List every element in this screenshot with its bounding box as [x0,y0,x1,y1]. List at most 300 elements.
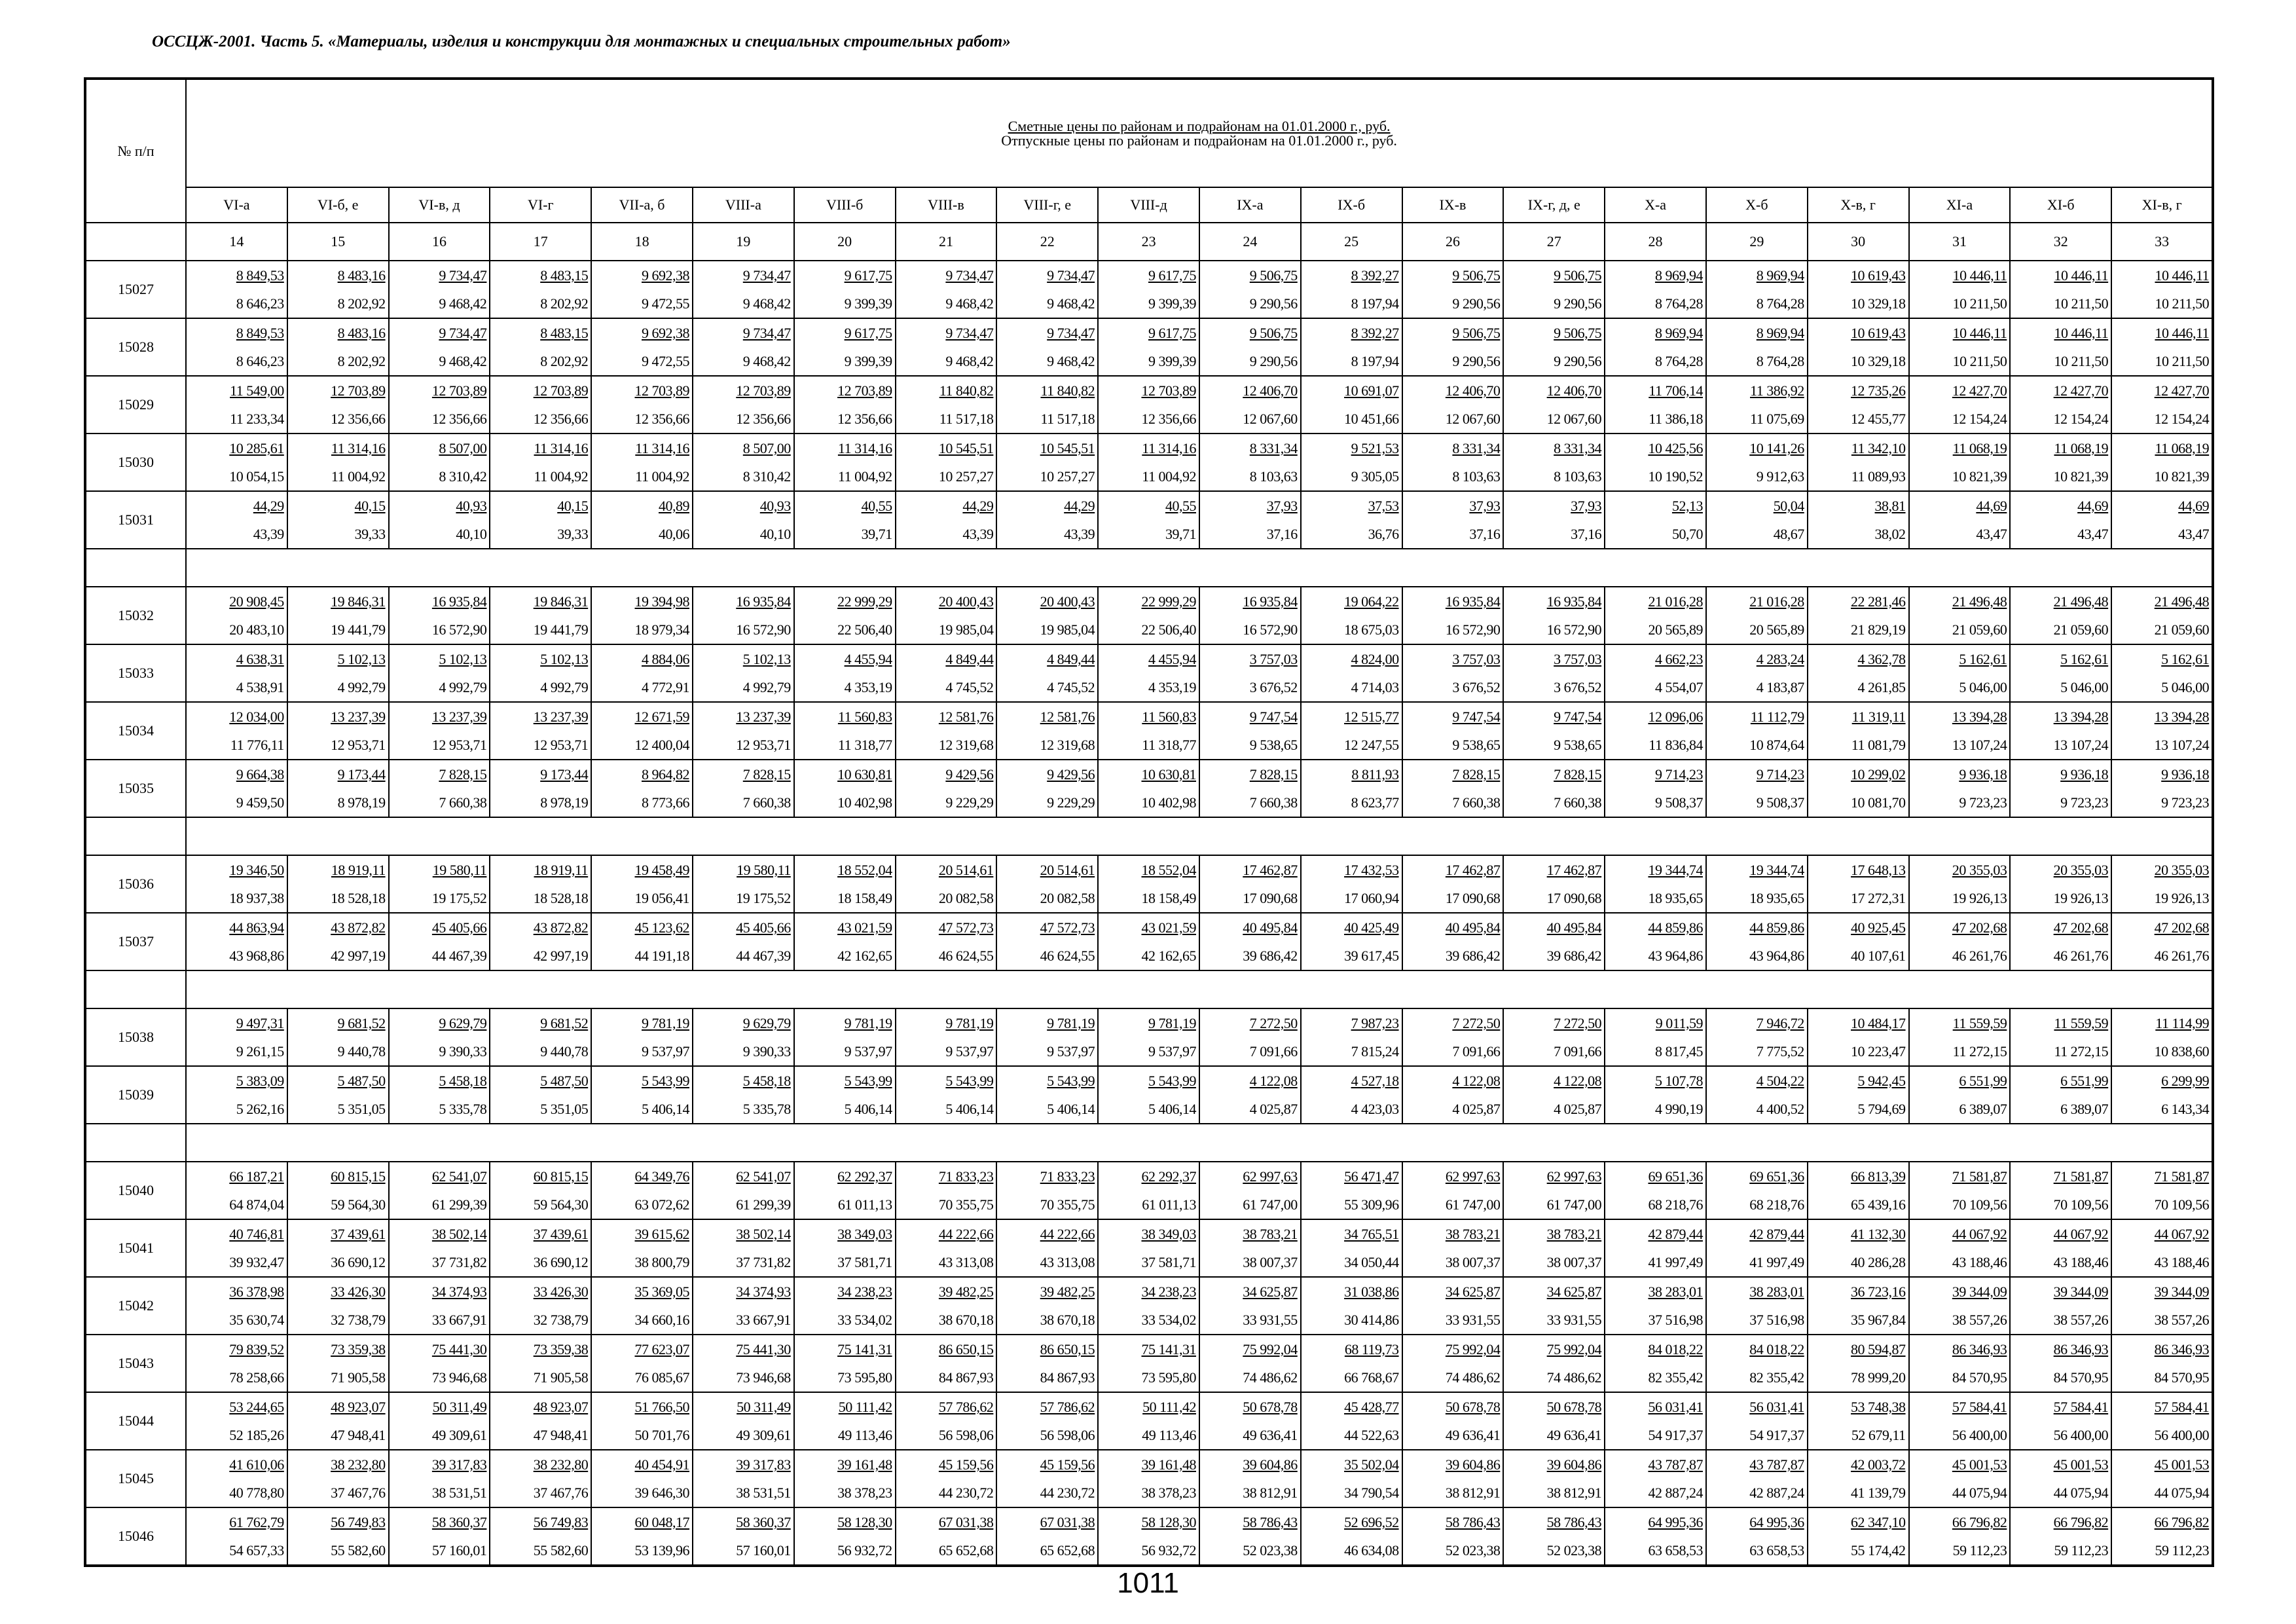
table-row [85,702,2213,760]
price-cell [1605,855,1706,913]
wholesale-price: 11 776,11 [230,737,284,753]
wholesale-price: 39 686,42 [1445,948,1501,964]
price-cell [1098,491,1199,549]
wholesale-price: 9 537,97 [844,1043,892,1060]
wholesale-price: 21 059,60 [2154,621,2210,638]
price-cell [896,1450,997,1507]
item-code: 15037 [85,913,186,970]
estimate-price: 17 462,87 [1243,862,1298,878]
price-cell [1605,644,1706,702]
price-cell [186,1008,287,1066]
wholesale-price: 73 946,68 [736,1369,791,1386]
price-cell [896,1392,997,1450]
price-cell [2111,1450,2213,1507]
estimate-price: 9 747,54 [1452,709,1501,725]
price-cell [1098,644,1199,702]
estimate-price: 39 615,62 [634,1226,689,1242]
table-row [85,587,2213,644]
wholesale-price: 4 992,79 [439,679,487,695]
estimate-price: 5 458,18 [742,1073,791,1089]
price-cell [996,491,1098,549]
estimate-price: 47 202,68 [2053,919,2109,936]
table-title [186,79,2213,187]
wholesale-price: 84 867,93 [1040,1369,1095,1386]
price-cell [1098,855,1199,913]
wholesale-price: 6 143,34 [2161,1101,2210,1117]
price-cell [1301,318,1402,376]
wholesale-price: 49 636,41 [1243,1427,1298,1443]
price-cell [287,261,389,318]
price-cell [996,318,1098,376]
price-cell [389,1277,490,1335]
price-cell [1503,1507,1605,1566]
separator-cell [186,549,2213,587]
estimate-price: 64 349,76 [634,1168,689,1185]
estimate-price: 18 552,04 [837,862,892,878]
column-number: 28 [1605,223,1706,261]
estimate-price: 9 781,19 [844,1015,892,1031]
wholesale-price: 68 218,76 [1749,1196,1804,1213]
wholesale-price: 41 139,79 [1851,1485,1906,1501]
price-cell [1706,261,1808,318]
price-cell [1706,1066,1808,1124]
price-cell [996,1277,1098,1335]
price-cell [287,376,389,434]
wholesale-price: 7 660,38 [439,794,487,811]
wholesale-price: 66 768,67 [1344,1369,1399,1386]
price-cell [996,913,1098,970]
wholesale-price: 84 570,95 [2154,1369,2210,1386]
price-cell [1909,1507,2011,1566]
price-cell [896,1219,997,1277]
price-cell [389,261,490,318]
column-number: 15 [287,223,389,261]
price-cell [389,1450,490,1507]
estimate-price: 13 394,28 [2154,709,2210,725]
estimate-price: 57 584,41 [1952,1399,2007,1415]
estimate-price: 9 734,47 [945,267,994,284]
wholesale-price: 9 390,33 [439,1043,487,1060]
price-cell [591,1450,693,1507]
estimate-price: 11 314,16 [635,440,689,456]
estimate-price: 34 238,23 [1141,1283,1196,1300]
wholesale-price: 9 472,55 [641,353,689,369]
price-cell [389,1008,490,1066]
wholesale-price: 55 582,60 [533,1542,589,1559]
estimate-price: 8 849,53 [236,325,284,341]
price-cell [1301,1008,1402,1066]
price-cell [287,491,389,549]
price-cell [287,1162,389,1219]
estimate-price: 9 506,75 [1554,325,1602,341]
estimate-price: 6 551,99 [2060,1073,2109,1089]
estimate-price: 11 068,19 [2155,440,2210,456]
group-separator-row [85,549,2213,587]
price-cell [1808,491,1909,549]
price-cell [1402,587,1504,644]
price-cell [1301,855,1402,913]
estimate-price: 11 314,16 [837,440,892,456]
estimate-price: 50 111,42 [1142,1399,1196,1415]
price-cell [591,1066,693,1124]
price-cell [1503,491,1605,549]
wholesale-price: 59 112,23 [1952,1542,2007,1559]
estimate-price: 9 692,38 [641,325,689,341]
wholesale-price: 12 455,77 [1851,411,1906,427]
wholesale-price: 19 985,04 [938,621,994,638]
wholesale-price: 43 964,86 [1749,948,1804,964]
wholesale-price: 59 564,30 [533,1196,589,1213]
wholesale-price: 40,06 [658,526,689,542]
price-cell [693,1066,794,1124]
item-code: 15032 [85,587,186,644]
wholesale-price: 10 402,98 [837,794,892,811]
estimate-price: 45 405,66 [431,919,487,936]
estimate-price: 20 514,61 [1040,862,1095,878]
estimate-price: 11 840,82 [939,382,994,399]
wholesale-price: 5 794,69 [1857,1101,1906,1117]
wholesale-price: 5 046,00 [1959,679,2007,695]
column-number: 23 [1098,223,1199,261]
price-cell [490,491,591,549]
price-cell [591,318,693,376]
estimate-price: 39 317,83 [431,1456,487,1473]
price-cell [186,376,287,434]
price-cell [287,1008,389,1066]
estimate-price: 58 786,43 [1546,1514,1602,1530]
wholesale-price: 4 025,87 [1452,1101,1501,1117]
wholesale-price: 12 953,71 [431,737,487,753]
price-cell [2010,1335,2111,1392]
estimate-price: 9 681,52 [337,1015,386,1031]
estimate-price: 11 314,16 [331,440,386,456]
estimate-price: 75 992,04 [1445,1341,1501,1357]
price-cell [490,855,591,913]
price-cell [186,1450,287,1507]
wholesale-price: 18 979,34 [634,621,689,638]
wholesale-price: 18 937,38 [229,890,284,906]
estimate-price: 13 394,28 [1952,709,2007,725]
wholesale-price: 11 318,77 [1142,737,1196,753]
estimate-price: 12 427,70 [2053,382,2109,399]
wholesale-price: 8 202,92 [337,295,386,312]
wholesale-price: 16 572,90 [1243,621,1298,638]
wholesale-price: 54 657,33 [229,1542,284,1559]
estimate-price: 66 796,82 [2053,1514,2109,1530]
price-cell [1098,1277,1199,1335]
estimate-price: 10 285,61 [229,440,284,456]
price-cell [1503,1066,1605,1124]
wholesale-price: 55 174,42 [1851,1542,1906,1559]
estimate-price: 9 734,47 [439,325,487,341]
price-cell [896,491,997,549]
price-cell [1808,644,1909,702]
estimate-price: 38 232,80 [533,1456,589,1473]
price-cell [287,1392,389,1450]
estimate-price: 8 483,16 [337,267,386,284]
wholesale-price: 61 011,13 [1142,1196,1196,1213]
wholesale-price: 21 829,19 [1851,621,1906,638]
wholesale-price: 41 997,49 [1749,1254,1804,1270]
price-cell [1605,1219,1706,1277]
price-cell [591,760,693,817]
item-code: 15041 [85,1219,186,1277]
price-cell [389,1219,490,1277]
wholesale-price: 9 912,63 [1756,468,1804,485]
estimate-price: 9 781,19 [1047,1015,1095,1031]
wholesale-price: 38 557,26 [1952,1312,2007,1328]
item-code: 15033 [85,644,186,702]
price-cell [389,760,490,817]
estimate-price: 18 919,11 [331,862,386,878]
estimate-price: 11 314,16 [534,440,589,456]
estimate-price: 9 629,79 [742,1015,791,1031]
estimate-price: 9 681,52 [540,1015,589,1031]
estimate-price: 11 068,19 [1952,440,2007,456]
estimate-price: 4 122,08 [1452,1073,1501,1089]
wholesale-price: 8 197,94 [1351,353,1399,369]
wholesale-price: 43,39 [253,526,284,542]
price-cell [2111,491,2213,549]
price-cell [186,1507,287,1566]
price-cell [186,318,287,376]
wholesale-price: 20 483,10 [229,621,284,638]
estimate-price: 7 828,15 [742,766,791,783]
wholesale-price: 4 554,07 [1654,679,1703,695]
price-cell [1909,1219,2011,1277]
estimate-price: 62 292,37 [837,1168,892,1185]
estimate-price: 34 625,87 [1546,1283,1602,1300]
wholesale-price: 38 531,51 [431,1485,487,1501]
estimate-price: 37,53 [1368,498,1399,514]
estimate-price: 41 132,30 [1851,1226,1906,1242]
estimate-price: 44,29 [1064,498,1095,514]
wholesale-price: 44 467,39 [431,948,487,964]
estimate-price: 34 374,93 [736,1283,791,1300]
wholesale-price: 8 978,19 [337,794,386,811]
price-cell [1808,261,1909,318]
price-cell [2010,1450,2111,1507]
estimate-price: 10 446,11 [2155,325,2210,341]
price-cell [1199,1162,1301,1219]
estimate-price: 10 299,02 [1851,766,1906,783]
wholesale-price: 43 188,46 [2154,1254,2210,1270]
price-cell [794,491,896,549]
price-cell [389,644,490,702]
item-code: 15027 [85,261,186,318]
price-cell [2111,1219,2213,1277]
wholesale-price: 4 745,52 [1047,679,1095,695]
wholesale-price: 56 400,00 [2053,1427,2109,1443]
wholesale-price: 9 508,37 [1756,794,1804,811]
price-cell [1706,1507,1808,1566]
estimate-price: 8 811,93 [1351,766,1399,783]
estimate-price: 5 487,50 [540,1073,589,1089]
wholesale-price: 33 931,55 [1546,1312,1602,1328]
wholesale-price: 8 646,23 [236,295,284,312]
estimate-price: 33 426,30 [533,1283,589,1300]
wholesale-price: 84 867,93 [938,1369,994,1386]
estimate-price: 19 344,74 [1749,862,1804,878]
estimate-price: 12 515,77 [1344,709,1399,725]
wholesale-price: 33 534,02 [1141,1312,1196,1328]
estimate-price: 50 678,78 [1243,1399,1298,1415]
price-cell [1909,491,2011,549]
price-cell [1808,376,1909,434]
price-cell [1301,376,1402,434]
estimate-price: 47 572,73 [1040,919,1095,936]
price-cell [1503,913,1605,970]
price-cell [287,644,389,702]
estimate-price: 6 299,99 [2161,1073,2210,1089]
wholesale-price: 18 675,03 [1344,621,1399,638]
wholesale-price: 12 067,60 [1546,411,1602,427]
estimate-price: 13 237,39 [736,709,791,725]
estimate-price: 20 355,03 [1952,862,2007,878]
price-cell [996,760,1098,817]
wholesale-price: 11 004,92 [635,468,689,485]
price-cell [1503,1008,1605,1066]
estimate-price: 10 425,56 [1648,440,1703,456]
estimate-price: 21 016,28 [1648,593,1703,610]
wholesale-price: 37 581,71 [837,1254,892,1270]
estimate-price: 56 471,47 [1344,1168,1399,1185]
price-cell [1605,261,1706,318]
estimate-price: 10 619,43 [1851,267,1906,284]
wholesale-price: 8 764,28 [1654,295,1703,312]
wholesale-price: 17 090,68 [1243,890,1298,906]
wholesale-price: 82 355,42 [1648,1369,1703,1386]
price-cell [1808,434,1909,491]
price-cell [2111,1507,2213,1566]
estimate-price: 5 543,99 [1148,1073,1196,1089]
wholesale-price: 46 624,55 [938,948,994,964]
wholesale-price: 34 050,44 [1344,1254,1399,1270]
price-cell [1098,1219,1199,1277]
wholesale-price: 10 821,39 [2154,468,2210,485]
estimate-price: 69 651,36 [1648,1168,1703,1185]
wholesale-price: 56 932,72 [1141,1542,1196,1559]
wholesale-price: 10 081,70 [1851,794,1906,811]
price-cell [389,1507,490,1566]
estimate-price: 38 783,21 [1243,1226,1298,1242]
wholesale-price: 8 978,19 [540,794,589,811]
estimate-price: 8 507,00 [439,440,487,456]
estimate-price: 12 703,89 [1141,382,1196,399]
price-cell [389,376,490,434]
wholesale-price: 9 290,56 [1452,353,1501,369]
estimate-price: 12 034,00 [229,709,284,725]
estimate-price: 40 425,49 [1344,919,1399,936]
estimate-price: 69 651,36 [1749,1168,1804,1185]
price-cell [591,587,693,644]
region-header: X-а [1605,187,1706,223]
price-cell [1503,1219,1605,1277]
estimate-price: 34 625,87 [1243,1283,1298,1300]
region-header: XI-в, г [2111,187,2213,223]
wholesale-price: 36 690,12 [533,1254,589,1270]
estimate-price: 11 386,92 [1750,382,1804,399]
column-number: 22 [996,223,1098,261]
wholesale-price: 9 537,97 [945,1043,994,1060]
wholesale-price: 78 258,66 [229,1369,284,1386]
price-cell [1605,1392,1706,1450]
wholesale-price: 37 581,71 [1141,1254,1196,1270]
estimate-price: 5 102,13 [742,651,791,667]
wholesale-price: 11 318,77 [837,737,892,753]
wholesale-price: 46 624,55 [1040,948,1095,964]
price-cell [794,261,896,318]
region-header: VIII-д [1098,187,1199,223]
wholesale-price: 19 056,41 [634,890,689,906]
price-cell [186,1219,287,1277]
wholesale-price: 4 990,19 [1654,1101,1703,1117]
wholesale-price: 3 676,52 [1554,679,1602,695]
price-cell [1909,760,2011,817]
wholesale-price: 9 538,65 [1249,737,1298,753]
price-cell [490,434,591,491]
price-cell [693,855,794,913]
estimate-price: 9 734,47 [945,325,994,341]
estimate-price: 37,93 [1571,498,1602,514]
price-cell [1605,760,1706,817]
wholesale-price: 12 154,24 [1952,411,2007,427]
price-cell [1199,1277,1301,1335]
estimate-price: 19 394,98 [634,593,689,610]
wholesale-price: 9 290,56 [1249,353,1298,369]
estimate-price: 21 496,48 [2053,593,2109,610]
price-cell [287,1335,389,1392]
price-cell [591,1392,693,1450]
wholesale-price: 11 272,15 [2054,1043,2109,1060]
estimate-price: 50,04 [1773,498,1804,514]
table-row [85,1219,2213,1277]
price-cell [693,261,794,318]
estimate-price: 4 283,24 [1756,651,1804,667]
estimate-price: 9 506,75 [1249,325,1298,341]
wholesale-price: 35 630,74 [229,1312,284,1328]
wholesale-price: 39,33 [354,526,386,542]
wholesale-price: 43,39 [1064,526,1095,542]
column-number: 30 [1808,223,1909,261]
estimate-price: 64 995,36 [1648,1514,1703,1530]
estimate-price: 17 462,87 [1546,862,1602,878]
price-cell [186,587,287,644]
column-number: 26 [1402,223,1504,261]
wholesale-price: 61 747,00 [1243,1196,1298,1213]
wholesale-price: 57 160,01 [736,1542,791,1559]
wholesale-price: 9 538,65 [1452,737,1501,753]
wholesale-price: 4 423,03 [1351,1101,1399,1117]
price-cell [896,644,997,702]
estimate-price: 21 496,48 [2154,593,2210,610]
estimate-price: 7 272,50 [1452,1015,1501,1031]
estimate-price: 66 187,21 [229,1168,284,1185]
estimate-price: 5 107,78 [1654,1073,1703,1089]
column-number: 29 [1706,223,1808,261]
estimate-price: 19 580,11 [432,862,487,878]
region-header: XI-а [1909,187,2011,223]
estimate-price: 8 392,27 [1351,267,1399,284]
price-cell [1909,1335,2011,1392]
estimate-price: 13 237,39 [533,709,589,725]
price-cell [896,1507,997,1566]
estimate-price: 8 507,00 [742,440,791,456]
price-cell [1808,760,1909,817]
price-cell [794,1277,896,1335]
price-cell [2010,318,2111,376]
estimate-price: 19 846,31 [533,593,589,610]
